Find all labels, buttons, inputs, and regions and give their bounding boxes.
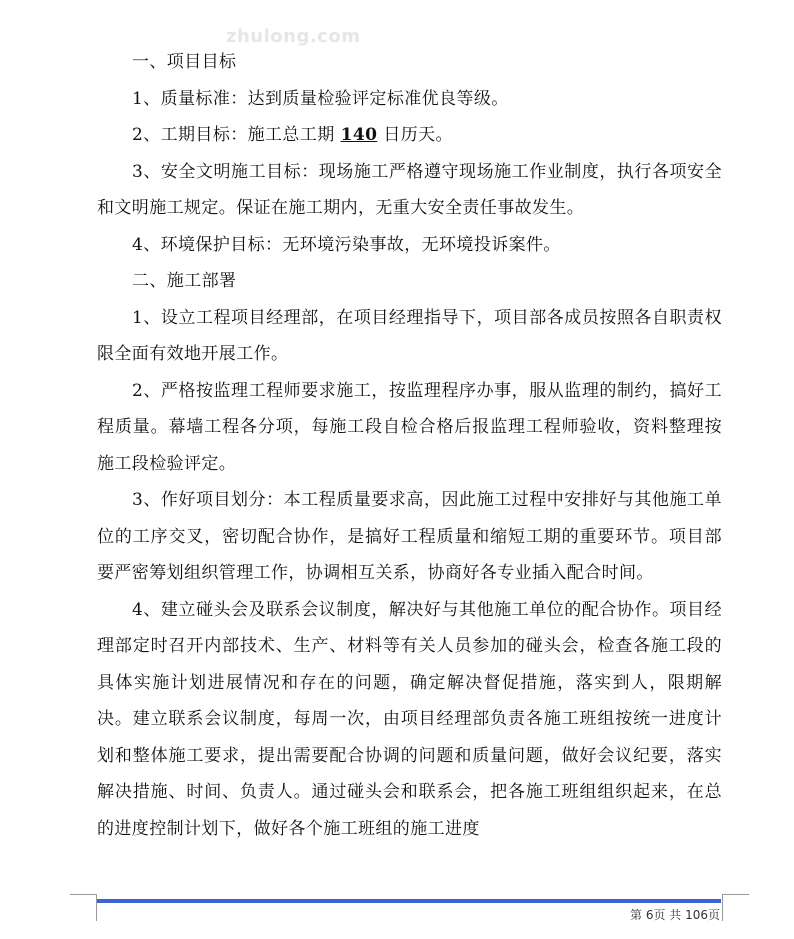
document-body xyxy=(97,44,722,847)
watermark: zhulong.com xyxy=(226,26,361,47)
section-heading-deployment: 二、施工部署 xyxy=(132,271,237,291)
paragraph-supervision: 2、严格按监理工程师要求施工，按监理程序办事，服从监理的制约，搞好工程质量。幕墙工程各分项，每施工段自检合格后报监理工程师验收，资料整理按施工段检验评定。 xyxy=(97,380,722,474)
paragraph-environment-goal: 4、环境保护目标：无环境污染事故，无环境投诉案件。 xyxy=(132,234,561,255)
schedule-goal-prefix: 2、工期目标：施工总工期 xyxy=(132,125,335,145)
crop-mark-bottom-right xyxy=(722,894,749,921)
cut-off-heading xyxy=(180,0,620,4)
paragraph-project-department: 1、设立工程项目经理部，在项目经理指导下，项目部各成员按照各自职责权限全面有效地开展工作。 xyxy=(97,307,722,364)
schedule-goal-suffix: 日历天。 xyxy=(383,125,453,145)
crop-mark-bottom-left xyxy=(70,894,97,921)
paragraph-quality-standard: 1、质量标准：达到质量检验评定标准优良等级。 xyxy=(132,88,509,109)
schedule-duration-days: 140 xyxy=(340,125,378,145)
page-number: 第 6页 共 106页 xyxy=(630,908,720,922)
footer-rule xyxy=(97,899,721,903)
paragraph-meeting-system: 4、建立碰头会及联系会议制度，解决好与其他施工单位的配合协作。项目经理部定时召开内部技术、生产、材料等有关人员参加的碰头会，检查各施工段的具体实施计划进展情况和存在的问题，确定解决督促措施，落实到人，限期解决。建立联系会议制度，每周一次，由项目经理部负责各施工班组按统一进度计划和整体施工要求，提出需要配合协调的问题和质量问题，做好会议纪要，落实解决措施、时间、负责人。通过碰头会和联系会，把各施工班组组织起来，在总的进度控制计划下，做好各个施工班组的施工进度 xyxy=(97,599,722,839)
paragraph-schedule-goal xyxy=(97,117,722,154)
paragraph-project-division: 3、作好项目划分：本工程质量要求高，因此施工过程中安排好与其他施工单位的工序交叉，密切配合协作，是搞好工程质量和缩短工期的重要环节。项目部要严密筹划组织管理工作，协调相互关系，协商好各专业插入配合时间。 xyxy=(97,490,722,583)
paragraph-safety-goal: 3、安全文明施工目标：现场施工严格遵守现场施工作业制度，执行各项安全和文明施工规定。保证在施工期内，无重大安全责任事故发生。 xyxy=(97,161,722,218)
section-heading-goals: 一、项目目标 xyxy=(132,52,237,72)
